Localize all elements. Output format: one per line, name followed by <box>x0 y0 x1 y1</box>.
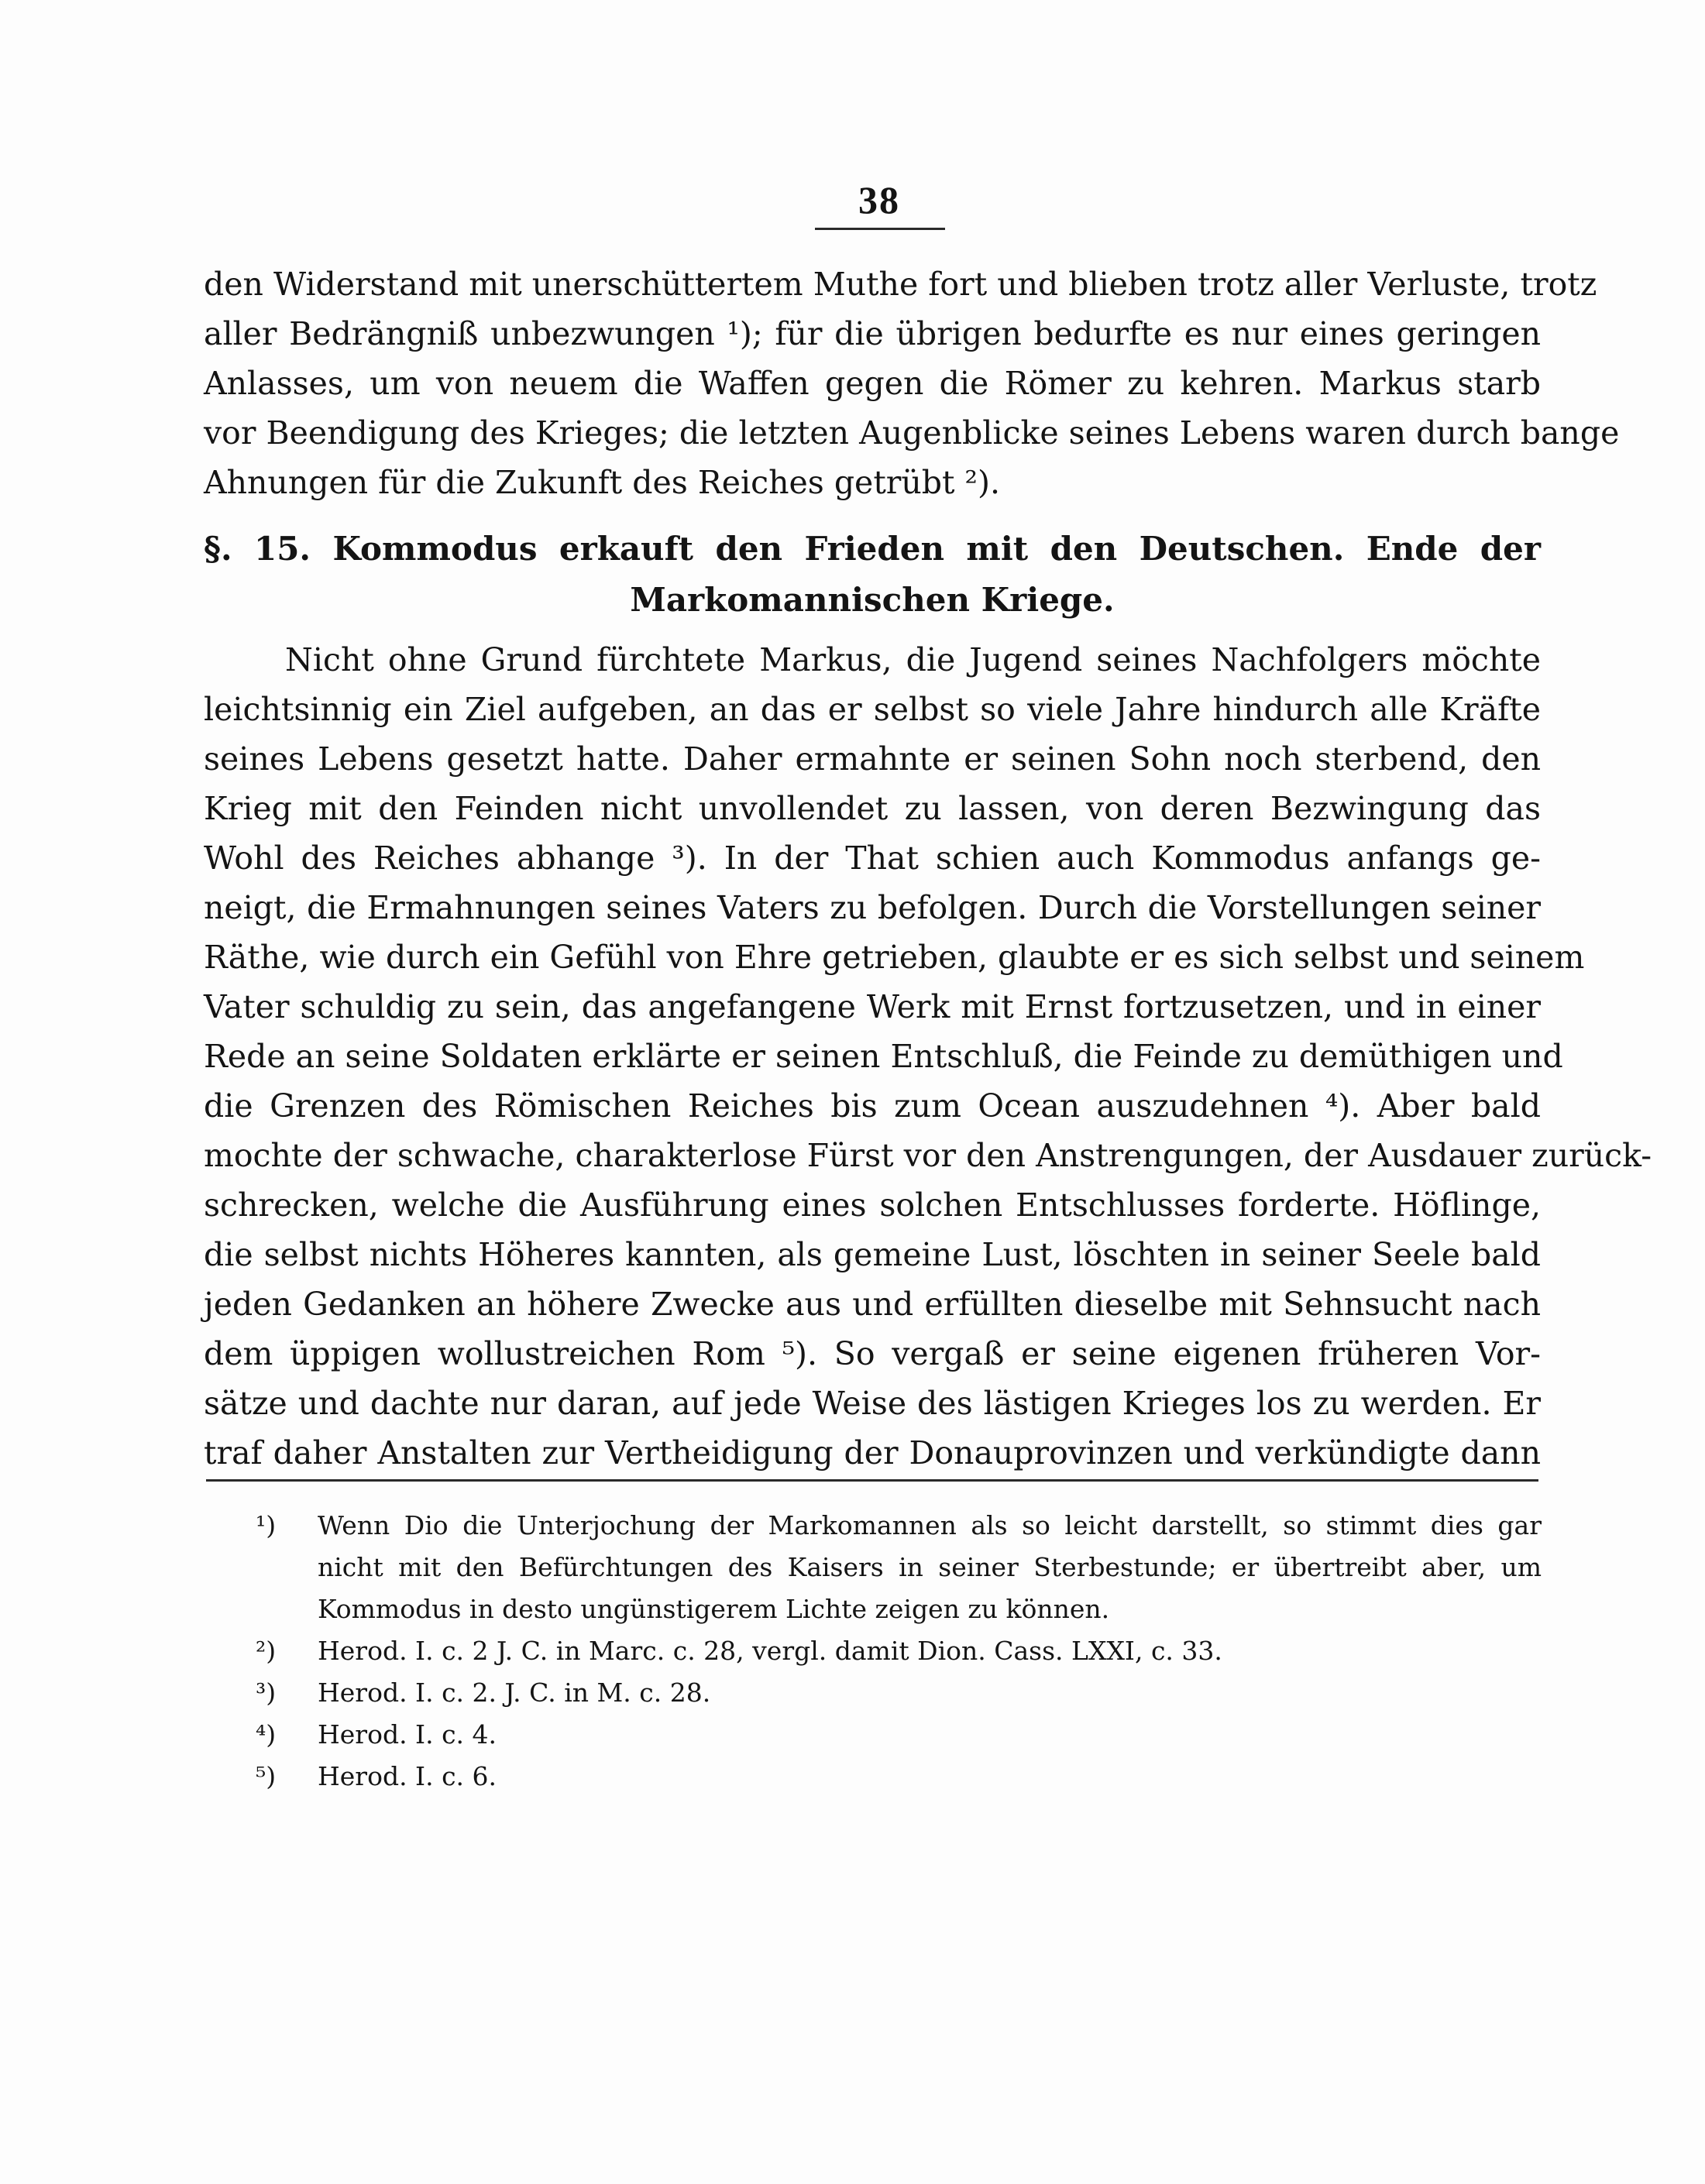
footnote-line <box>256 1630 1542 1672</box>
footnote-marker: ³) <box>256 1677 277 1708</box>
text-line: Krieg mit den Feinden nicht unvollendet zu lassen, von deren Bezwingung das <box>204 790 1541 827</box>
text-line: neigt, die Ermahnungen seines Vaters zu befolgen. Durch die Vorstellungen seiner <box>204 889 1541 926</box>
footnote-marker: ¹) <box>256 1510 277 1540</box>
footnote-2 <box>256 1630 1542 1672</box>
section-body <box>204 635 1652 1478</box>
text-line: seines Lebens gesetzt hatte. Daher ermahnte er seinen Sohn noch sterbend, den <box>204 740 1541 778</box>
footnotes <box>256 1505 1542 1798</box>
text-line: leichtsinnig ein Ziel aufgeben, an das er selbst so viele Jahre hindurch alle Kräfte <box>204 691 1541 728</box>
text-line: Ahnungen für die Zukunft des Reiches getrübt ²). <box>204 464 1001 501</box>
footnote-text: Wenn Dio die Unterjochung der Markomannen als so leicht darstellt, so stimmt dies gar <box>318 1510 1542 1540</box>
footnote-rule <box>206 1479 1538 1482</box>
text-line: Anlasses, um von neuem die Waffen gegen die Römer zu kehren. Markus starb <box>204 365 1541 402</box>
text-line: Vater schuldig zu sein, das angefangene Werk mit Ernst fortzusetzen, und in einer <box>204 988 1541 1025</box>
heading-line: §. 15. Kommodus erkauft den Frieden mit den Deutschen. Ende der <box>204 530 1541 568</box>
text-line: die selbst nichts Höheres kannten, als gemeine Lust, löschten in seiner Seele bald <box>204 1236 1541 1273</box>
text-line: sätze und dachte nur daran, auf jede Weise des lästigen Krieges los zu werden. Er <box>204 1385 1541 1422</box>
footnote-text: Herod. I. c. 2. J. C. in M. c. 28. <box>318 1677 711 1708</box>
footnote-5 <box>256 1756 1542 1798</box>
footnote-marker: ²) <box>256 1636 277 1666</box>
footnote-3 <box>256 1672 1542 1714</box>
heading-line: Markomannischen Kriege. <box>630 581 1115 619</box>
footnote-marker: ⁴) <box>256 1719 277 1750</box>
footnote-text: Herod. I. c. 2 J. C. in Marc. c. 28, vergl. damit Dion. Cass. LXXI, c. 33. <box>318 1636 1222 1666</box>
page-number-rule <box>815 228 945 230</box>
footnote-line: nicht mit den Befürchtungen des Kaisers in seiner Sterbestunde; er übertreibt aber, um <box>318 1552 1542 1582</box>
text-line: mochte der schwache, charakterlose Fürst vor den Anstrengungen, der Ausdauer zurück- <box>204 1137 1652 1174</box>
section-heading <box>204 524 1541 626</box>
text-line: jeden Gedanken an höhere Zwecke aus und erfüllten dieselbe mit Sehnsucht nach <box>204 1286 1541 1323</box>
text-line: die Grenzen des Römischen Reiches bis zum Ocean auszudehnen ⁴). Aber bald <box>204 1087 1541 1125</box>
footnote-line <box>256 1505 1542 1547</box>
text-line: den Widerstand mit unerschüttertem Muthe fort und blieben trotz aller Verluste, trotz <box>204 266 1597 303</box>
footnote-line <box>256 1756 1542 1798</box>
footnote-line <box>256 1714 1542 1756</box>
text-line: aller Bedrängniß unbezwungen ¹); für die übrigen bedurfte es nur eines geringen <box>204 315 1541 352</box>
text-line: Rede an seine Soldaten erklärte er seinen Entschluß, die Feinde zu demüthigen und <box>204 1038 1563 1075</box>
footnote-1 <box>256 1505 1542 1630</box>
text-line: Nicht ohne Grund fürchtete Markus, die Jugend seines Nachfolgers möchte <box>285 641 1541 678</box>
footnote-text: Herod. I. c. 4. <box>318 1719 497 1750</box>
footnote-text: Herod. I. c. 6. <box>318 1761 497 1791</box>
lead-paragraph <box>204 259 1620 507</box>
footnote-4 <box>256 1714 1542 1756</box>
text-line: dem üppigen wollustreichen Rom ⁵). So vergaß er seine eigenen früheren Vor- <box>204 1335 1541 1372</box>
text-line: vor Beendigung des Krieges; die letzten Augenblicke seines Lebens waren durch bange <box>204 414 1620 452</box>
page-number: 38 <box>858 178 900 221</box>
text-line: traf daher Anstalten zur Vertheidigung der Donauprovinzen und verkündigte dann <box>204 1434 1541 1471</box>
footnote-line <box>256 1672 1542 1714</box>
text-line: Wohl des Reiches abhange ³). In der That schien auch Kommodus anfangs ge- <box>204 840 1541 877</box>
text-line: Räthe, wie durch ein Gefühl von Ehre getrieben, glaubte er es sich selbst und seinem <box>204 939 1585 976</box>
footnote-marker: ⁵) <box>256 1761 277 1791</box>
text-line: schrecken, welche die Ausführung eines solchen Entschlusses forderte. Höflinge, <box>204 1186 1541 1224</box>
footnote-line: Kommodus in desto ungünstigerem Lichte zeigen zu können. <box>318 1594 1110 1624</box>
